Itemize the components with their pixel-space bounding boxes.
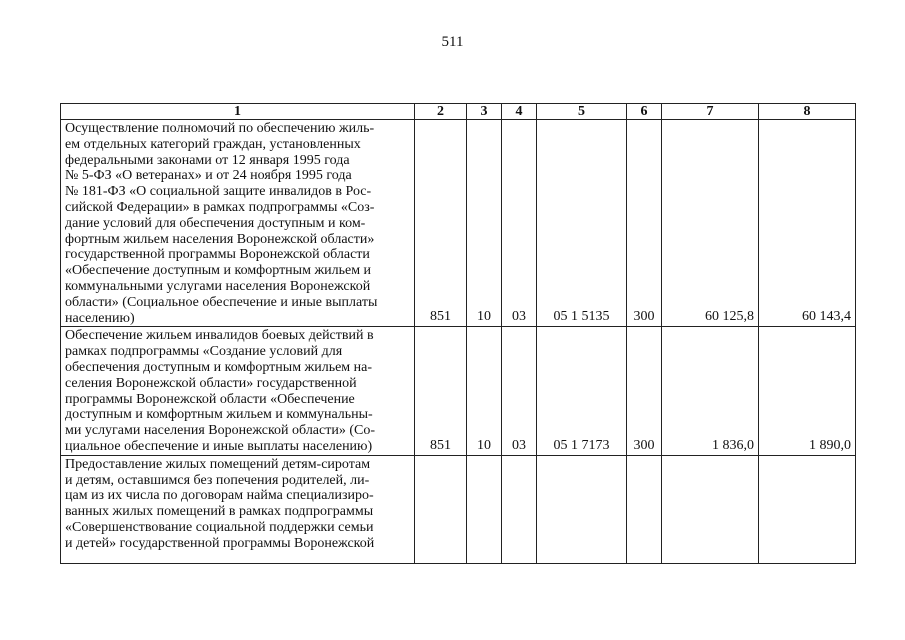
cell-amount-7: 60 125,8 xyxy=(662,120,759,327)
page-number: 511 xyxy=(441,34,464,50)
cell-ministry-code: 851 xyxy=(415,327,467,455)
cell-target-article: 05 1 5135 xyxy=(537,120,627,327)
description-line: «Совершенствование социальной поддержки семьи xyxy=(65,519,374,535)
col-header-1: 1 xyxy=(61,104,415,120)
description-line: ми услугами населения Воронежской области» (Со- xyxy=(65,423,376,439)
description-line: федеральными законами от 12 января 1995 года xyxy=(65,152,350,168)
cell-amount-7 xyxy=(662,455,759,563)
row-description xyxy=(61,455,415,563)
cell-section: 10 xyxy=(467,120,502,327)
description-line: коммунальными услугами населения Воронежской xyxy=(65,278,371,294)
description-line: Осуществление полномочий по обеспечению жиль- xyxy=(65,121,375,136)
cell-expense-type xyxy=(627,455,662,563)
table-row xyxy=(61,455,856,563)
description-line: дание условий для обеспечения доступным и ком- xyxy=(65,215,366,231)
description-line: № 5-ФЗ «О ветеранах» и от 24 ноября 1995 года xyxy=(65,168,352,184)
col-header-3: 3 xyxy=(467,104,502,120)
description-line: Обеспечение жильем инвалидов боевых действий в xyxy=(65,328,374,344)
description-line: № 181-ФЗ «О социальной защите инвалидов в Рос- xyxy=(65,184,372,200)
cell-subsection: 03 xyxy=(502,120,537,327)
description-line: государственной программы Воронежской области xyxy=(65,247,370,263)
header-row xyxy=(61,104,856,120)
cell-target-article: 05 1 7173 xyxy=(537,327,627,455)
description-line: рамках подпрограммы «Создание условий для xyxy=(65,344,343,360)
table-row xyxy=(61,327,856,455)
cell-subsection: 03 xyxy=(502,327,537,455)
cell-ministry-code: 851 xyxy=(415,120,467,327)
row-description xyxy=(61,120,415,327)
budget-table xyxy=(60,103,856,564)
description-line: обеспечения доступным и комфортным жильем на- xyxy=(65,359,373,375)
table-row xyxy=(61,120,856,327)
description-line: программы Воронежской области «Обеспечение xyxy=(65,391,355,407)
col-header-4: 4 xyxy=(502,104,537,120)
description-line: цам из их числа по договорам найма специализиро- xyxy=(65,488,374,504)
cell-section: 10 xyxy=(467,327,502,455)
description-line: ем отдельных категорий граждан, установленных xyxy=(65,136,361,152)
description-line: и детей» государственной программы Воронежской xyxy=(65,535,375,551)
cell-section xyxy=(467,455,502,563)
description-line: населению) xyxy=(65,310,135,326)
cell-expense-type: 300 xyxy=(627,120,662,327)
description-line: сийской Федерации» в рамках подпрограммы «Соз- xyxy=(65,199,375,215)
col-header-8: 8 xyxy=(759,104,856,120)
description-line: ванных жилых помещений в рамках подпрограммы xyxy=(65,504,374,520)
col-header-2: 2 xyxy=(415,104,467,120)
cell-amount-7: 1 836,0 xyxy=(662,327,759,455)
col-header-5: 5 xyxy=(537,104,627,120)
description-line: Предоставление жилых помещений детям-сиротам xyxy=(65,456,371,472)
description-line: «Обеспечение доступным и комфортным жильем и xyxy=(65,263,372,279)
description-line: фортным жильем населения Воронежской области» xyxy=(65,231,375,247)
cell-target-article xyxy=(537,455,627,563)
description-line: области» (Социальное обеспечение и иные выплаты xyxy=(65,294,378,310)
col-header-6: 6 xyxy=(627,104,662,120)
cell-subsection xyxy=(502,455,537,563)
cell-expense-type: 300 xyxy=(627,327,662,455)
col-header-7: 7 xyxy=(662,104,759,120)
description-line: селения Воронежской области» государственной xyxy=(65,375,357,391)
row-description xyxy=(61,327,415,455)
description-line: и детям, оставшимся без попечения родителей, ли- xyxy=(65,472,370,488)
cell-amount-8: 1 890,0 xyxy=(759,327,856,455)
cell-ministry-code xyxy=(415,455,467,563)
description-line: циальное обеспечение и иные выплаты населению) xyxy=(65,438,373,454)
description-line: доступным и комфортным жильем и коммунальны- xyxy=(65,407,373,423)
cell-amount-8: 60 143,4 xyxy=(759,120,856,327)
cell-amount-8 xyxy=(759,455,856,563)
